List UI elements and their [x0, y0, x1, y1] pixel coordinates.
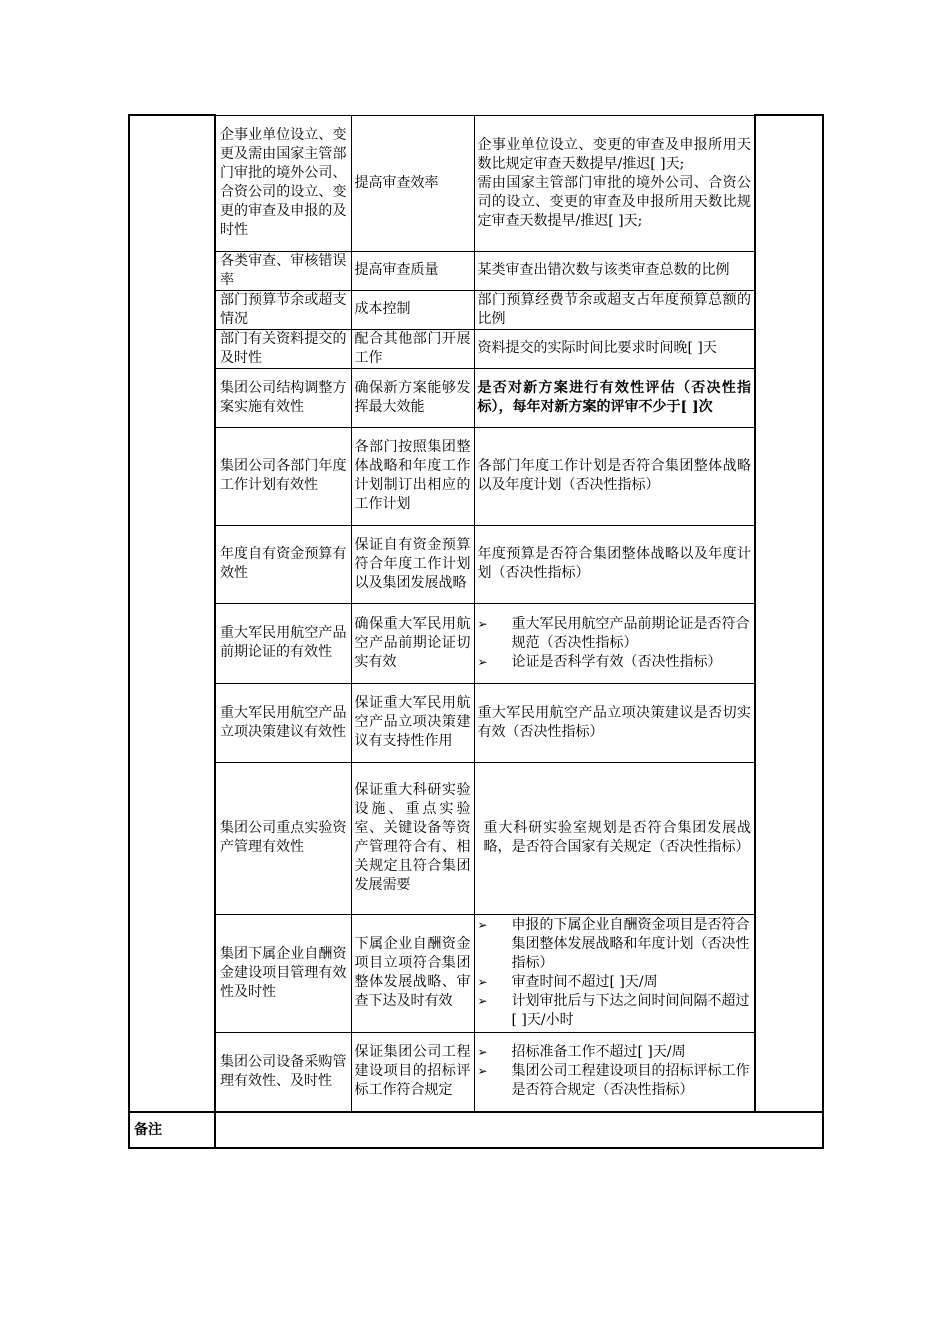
- goal-cell: 保证集团公司工程建设项目的招标评标工作符合规定: [351, 1032, 474, 1112]
- list-item: ➢ 计划审批后与下达之间时间间隔不超过[ ]天/小时: [477, 993, 750, 1028]
- table-row: [129, 603, 823, 683]
- assessment-table: [128, 114, 824, 1149]
- standard-cell: 某类审查出错次数与该类审查总数的比例: [474, 251, 755, 290]
- goal-cell: 成本控制: [351, 290, 474, 329]
- goal-cell: 保证重大科研实验设施、重点实验室、关键设备等资产管理符合有、相关规定且符合集团发展需要: [351, 762, 474, 914]
- arrow-bullet-icon: ➢: [477, 918, 488, 932]
- table-row: [129, 683, 823, 762]
- list-item: ➢ 招标准备工作不超过[ ]天/周: [477, 1044, 686, 1061]
- standard-cell: 资料提交的实际时间比要求时间晚[ ]天: [474, 329, 755, 368]
- indicator-cell: 重大军民用航空产品立项决策建议有效性: [215, 683, 351, 762]
- remark-content-cell: [215, 1112, 823, 1148]
- standard-cell: [474, 914, 755, 1032]
- arrow-bullet-icon: ➢: [477, 975, 488, 989]
- list-item: ➢ 集团公司工程建设项目的招标评标工作是否符合规定（否决性指标）: [477, 1063, 750, 1099]
- goal-cell: 各部门按照集团整体战略和年度工作计划制订出相应的工作计划: [351, 427, 474, 525]
- standard-cell: [474, 603, 755, 683]
- remark-label: 备注: [129, 1112, 215, 1148]
- goal-cell: 配合其他部门开展工作: [351, 329, 474, 368]
- indicator-cell: 部门有关资料提交的及时性: [215, 329, 351, 368]
- goal-cell: 确保新方案能够发挥最大效能: [351, 368, 474, 427]
- indicator-cell: 集团公司重点实验资产管理有效性: [215, 762, 351, 914]
- indicator-cell: 集团公司各部门年度工作计划有效性: [215, 427, 351, 525]
- table-row: [129, 914, 823, 1032]
- indicator-cell: 集团公司结构调整方案实施有效性: [215, 368, 351, 427]
- table-row: [129, 251, 823, 290]
- goal-cell: 提高审查质量: [351, 251, 474, 290]
- standard-cell: 各部门年度工作计划是否符合集团整体战略以及年度计划（否决性指标）: [474, 427, 755, 525]
- table-row: [129, 525, 823, 603]
- standard-cell: 年度预算是否符合集团整体战略以及年度计划（否决性指标）: [474, 525, 755, 603]
- table-row: [129, 368, 823, 427]
- goal-cell: 确保重大军民用航空产品前期论证切实有效: [351, 603, 474, 683]
- list-item: ➢ 论证是否科学有效（否决性指标）: [477, 653, 722, 670]
- list-item: ➢ 重大军民用航空产品前期论证是否符合规范（否决性指标）: [477, 615, 750, 651]
- table-row: [129, 1032, 823, 1112]
- remark-row: [129, 1112, 823, 1148]
- arrow-bullet-icon: ➢: [477, 994, 488, 1008]
- weight-cell: [755, 115, 823, 1112]
- goal-cell: 下属企业自酬资金项目立项符合集团整体发展战略、审查下达及时有效: [351, 914, 474, 1032]
- table-row: [129, 427, 823, 525]
- category-cell: [129, 115, 215, 1112]
- goal-cell: 保证自有资金预算符合年度工作计划以及集团发展战略: [351, 525, 474, 603]
- standard-cell: 部门预算经费节余或超支占年度预算总额的比例: [474, 290, 755, 329]
- indicator-cell: 集团下属企业自酬资金建设项目管理有效性及时性: [215, 914, 351, 1032]
- indicator-cell: 年度自有资金预算有效性: [215, 525, 351, 603]
- standard-cell: 是否对新方案进行有效性评估（否决性指标），每年对新方案的评审不少于[ ]次: [474, 368, 755, 427]
- goal-cell: 提高审查效率: [351, 115, 474, 251]
- table-row: [129, 762, 823, 914]
- table-row: [129, 290, 823, 329]
- standard-cell: [474, 1032, 755, 1112]
- standard-cell: 重大军民用航空产品立项决策建议是否切实有效（否决性指标）: [474, 683, 755, 762]
- indicator-cell: 部门预算节余或超支情况: [215, 290, 351, 329]
- list-item: ➢ 申报的下属企业自酬资金项目是否符合集团整体发展战略和年度计划（否决性指标）: [477, 917, 750, 971]
- arrow-bullet-icon: ➢: [477, 654, 488, 669]
- indicator-cell: 重大军民用航空产品前期论证的有效性: [215, 603, 351, 683]
- table-row: [129, 329, 823, 368]
- arrow-bullet-icon: ➢: [477, 616, 488, 631]
- list-item: ➢ 审查时间不超过[ ]天/周: [477, 974, 658, 990]
- standard-cell: 企事业单位设立、变更的审查及申报所用天数比规定审查天数提早/推迟[ ]天; 需由国家主管部门审批的境外公司、合资公司的设立、变更的审查及申报所用天数比规定审查天数提早/推迟[ ]天;: [474, 115, 755, 251]
- standard-cell: 重大科研实验室规划是否符合集团发展战略，是否符合国家有关规定（否决性指标）: [474, 762, 755, 914]
- table-row: [129, 115, 823, 251]
- indicator-cell: 企事业单位设立、变更及需由国家主管部门审批的境外公司、合资公司的设立、变更的审查及申报的及时性: [215, 115, 351, 251]
- indicator-cell: 各类审查、审核错误率: [215, 251, 351, 290]
- arrow-bullet-icon: ➢: [477, 1045, 488, 1060]
- arrow-bullet-icon: ➢: [477, 1064, 488, 1079]
- goal-cell: 保证重大军民用航空产品立项决策建议有支持性作用: [351, 683, 474, 762]
- indicator-cell: 集团公司设备采购管理有效性、及时性: [215, 1032, 351, 1112]
